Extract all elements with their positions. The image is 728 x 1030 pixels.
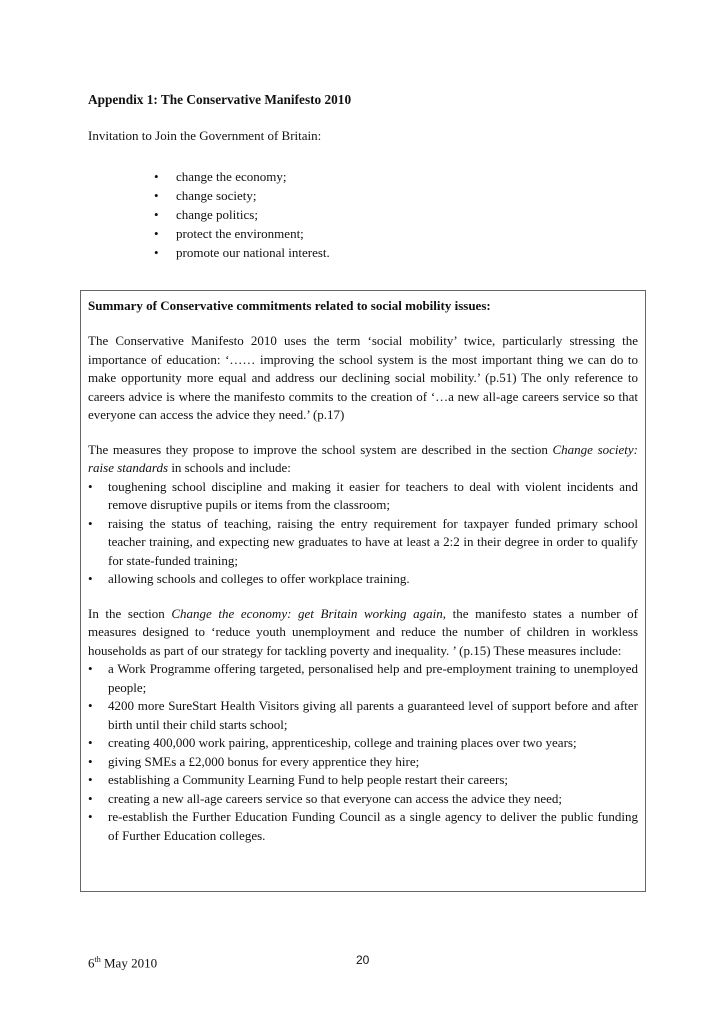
summary-heading: Summary of Conservative commitments related to social mobility issues:: [88, 298, 491, 313]
bullet-icon: •: [88, 515, 93, 531]
bullet-icon: •: [88, 478, 93, 494]
economy-measure-item: [88, 771, 638, 790]
intro-list-item: [154, 224, 330, 243]
intro-list: [154, 167, 330, 262]
bullet-icon: •: [88, 698, 93, 713]
list-item-text: re-establish the Further Education Funding Council as a single agency to deliver the public funding of Further Education colleges.: [108, 809, 638, 843]
list-item-text: creating a new all-age careers service so that everyone can access the advice they need;: [108, 790, 563, 806]
list-item-text: 4200 more SureStart Health Visitors giving all parents a guaranteed level of support before and after birth until their child starts school;: [108, 698, 638, 732]
list-item-text: creating 400,000 work pairing, apprenticeship, college and training places over two years;: [108, 735, 577, 750]
bullet-icon: •: [154, 245, 159, 260]
bullet-icon: •: [88, 772, 93, 787]
intro-list-item: [154, 243, 330, 262]
economy-measure-item: [88, 753, 638, 772]
list-item-text: establishing a Community Learning Fund to help people restart their careers;: [108, 772, 509, 787]
list-item-text: promote our national interest.: [176, 245, 330, 260]
list-item-text: a Work Programme offering targeted, personalised help and pre-employment training to unemployed people;: [108, 661, 638, 695]
page-title: Appendix 1: The Conservative Manifesto 2010: [88, 92, 352, 107]
school-measures-list: [88, 478, 638, 589]
summary-paragraph-2: The measures they propose to improve the school system are described in the section Change society: raise standards in schools and include:: [88, 441, 638, 475]
economy-measure-item: [88, 660, 638, 697]
school-measure-item: [88, 478, 638, 515]
bullet-icon: •: [88, 809, 93, 824]
economy-measure-item: [88, 734, 638, 753]
intro-list-item: [154, 186, 330, 205]
page-number: 20: [356, 953, 370, 967]
bullet-icon: •: [88, 753, 93, 769]
list-item-text: raising the status of teaching, raising the entry requirement for taxpayer funded primary school teacher training, and expecting new graduates to have at least a 2:2 in their degree in order to qualify for state-funded training;: [108, 515, 638, 568]
intro-text: Invitation to Join the Government of Britain:: [88, 128, 322, 143]
list-item-text: giving SMEs a £2,000 bonus for every apprentice they hire;: [108, 753, 420, 769]
economy-measure-item: [88, 808, 638, 845]
list-item-text: change society;: [176, 188, 257, 203]
list-item-text: change politics;: [176, 207, 258, 222]
list-item-text: change the economy;: [176, 169, 287, 184]
summary-box: [80, 290, 646, 892]
economy-measure-item: [88, 790, 638, 809]
economy-measure-item: [88, 697, 638, 734]
school-measure-item: [88, 570, 638, 589]
bullet-icon: •: [88, 790, 93, 806]
bullet-icon: •: [154, 188, 159, 203]
bullet-icon: •: [154, 226, 159, 241]
footer-date: 6th May 2010: [88, 955, 158, 971]
economy-measures-list: [88, 660, 638, 845]
bullet-icon: •: [88, 661, 93, 676]
bullet-icon: •: [88, 571, 93, 586]
bullet-icon: •: [154, 169, 159, 184]
intro-list-item: [154, 205, 330, 224]
summary-paragraph-3: In the section Change the economy: get Britain working again, the manifesto states a number of measures designed to ‘reduce youth unemployment and reduce the number of children in workless households as part of our strategy for tackling poverty and inequality. ’ (p.15) These measures include:: [88, 605, 638, 658]
summary-paragraph-1: The Conservative Manifesto 2010 uses the term ‘social mobility’ twice, particularly stressing the importance of education: ‘…… improving the school system is the most important thing we can do to make opportunity more equal and address our declining social mobility.’ (p.51) The only reference to careers advice is where the manifesto commits to the creation of ‘…a new all-age careers service so that everyone can access the advice they need.’ (p.17): [88, 333, 638, 422]
list-item-text: toughening school discipline and making it easier for teachers to deal with violent incidents and remove disruptive pupils or items from the classroom;: [108, 478, 638, 512]
list-item-text: protect the environment;: [176, 226, 304, 241]
list-item-text: allowing schools and colleges to offer workplace training.: [108, 571, 410, 586]
school-measure-item: [88, 515, 638, 571]
bullet-icon: •: [154, 207, 159, 222]
intro-list-item: [154, 167, 330, 186]
bullet-icon: •: [88, 735, 93, 750]
